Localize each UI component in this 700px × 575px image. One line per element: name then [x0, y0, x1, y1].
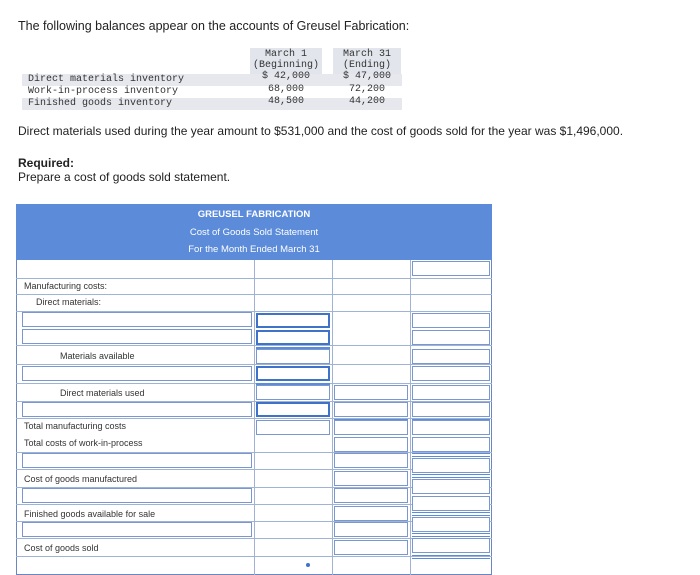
beginning-header-line2: (Beginning): [252, 60, 319, 71]
balance-row-label: Direct materials inventory: [28, 74, 185, 85]
balance-row-label: Finished goods inventory: [28, 98, 173, 109]
balance-beginning-value: 68,000: [267, 84, 304, 95]
amount-input[interactable]: [412, 538, 490, 553]
label-input[interactable]: [22, 402, 252, 417]
amount-input[interactable]: [412, 385, 490, 400]
amount-input[interactable]: [334, 453, 408, 468]
row-divider: [16, 383, 492, 384]
ending-header-line1: March 31: [342, 49, 391, 60]
double-rule: [412, 555, 490, 559]
balance-ending-value: 72,200: [348, 84, 385, 95]
label-input[interactable]: [22, 453, 252, 468]
amount-input[interactable]: [256, 366, 330, 381]
statement-title: Cost of Goods Sold Statement: [189, 227, 319, 238]
balance-row-label: Work-in-process inventory: [28, 86, 179, 97]
amount-input[interactable]: [334, 402, 408, 417]
amount-input[interactable]: [412, 402, 490, 417]
amount-input[interactable]: [412, 420, 490, 435]
double-rule: [412, 512, 490, 516]
amount-input[interactable]: [334, 420, 408, 435]
cost-goods-sold-label: Cost of goods sold: [24, 543, 99, 553]
row-divider: [16, 278, 492, 279]
direct-materials-label: Direct materials:: [36, 297, 102, 307]
amount-input[interactable]: [334, 437, 408, 452]
amount-input[interactable]: [334, 522, 408, 537]
statement-period: For the Month Ended March 31: [188, 244, 320, 255]
total-costs-wip-label: Total costs of work-in-process: [24, 438, 143, 448]
amount-input[interactable]: [334, 506, 408, 521]
double-rule: [412, 474, 490, 478]
amount-input[interactable]: [412, 261, 490, 276]
amount-input[interactable]: [334, 471, 408, 486]
materials-available-label: Materials available: [60, 351, 135, 361]
amount-input[interactable]: [256, 349, 330, 364]
ending-header-line2: (Ending): [342, 60, 391, 71]
beginning-header-line1: March 1: [264, 49, 307, 60]
amount-input[interactable]: [412, 458, 490, 473]
balance-beginning-value: $ 42,000: [261, 71, 310, 82]
double-rule: [412, 453, 490, 457]
problem-sentence: Direct materials used during the year amount to $531,000 and the cost of goods sold for the year was $1,496,000.: [18, 124, 624, 138]
cost-goods-manufactured-label: Cost of goods manufactured: [24, 474, 138, 484]
label-input[interactable]: [22, 488, 252, 503]
amount-input[interactable]: [334, 488, 408, 503]
label-input[interactable]: [22, 522, 252, 537]
amount-input[interactable]: [334, 385, 408, 400]
double-rule: [412, 533, 490, 537]
amount-input[interactable]: [412, 517, 490, 532]
row-divider: [16, 364, 492, 365]
amount-input[interactable]: [412, 496, 490, 511]
amount-input[interactable]: [256, 402, 330, 417]
instruction-text: Prepare a cost of goods sold statement.: [18, 170, 231, 184]
total-manufacturing-costs-label: Total manufacturing costs: [24, 421, 127, 431]
balance-ending-value: 44,200: [348, 96, 385, 107]
company-name: GREUSEL FABRICATION: [197, 209, 311, 220]
amount-input[interactable]: [256, 385, 330, 400]
cursor-dot: [306, 563, 310, 567]
label-input[interactable]: [22, 329, 252, 344]
amount-input[interactable]: [256, 420, 330, 435]
amount-input[interactable]: [412, 313, 490, 328]
intro-text: The following balances appear on the accounts of Greusel Fabrication:: [18, 19, 410, 33]
required-label: Required:: [18, 156, 75, 170]
manufacturing-costs-label: Manufacturing costs:: [24, 281, 108, 291]
amount-input[interactable]: [412, 437, 490, 452]
row-divider: [16, 345, 492, 346]
amount-input[interactable]: [256, 313, 330, 328]
amount-input[interactable]: [412, 479, 490, 494]
amount-input[interactable]: [412, 349, 490, 364]
balance-beginning-value: 48,500: [267, 96, 304, 107]
label-input[interactable]: [22, 366, 252, 381]
amount-input[interactable]: [256, 330, 330, 345]
amount-input[interactable]: [412, 330, 490, 345]
direct-materials-used-label: Direct materials used: [60, 388, 145, 398]
amount-input[interactable]: [334, 540, 408, 555]
finished-goods-available-label: Finished goods available for sale: [24, 509, 156, 519]
balance-ending-value: $ 47,000: [342, 71, 391, 82]
label-input[interactable]: [22, 312, 252, 327]
row-divider: [16, 294, 492, 295]
amount-input[interactable]: [412, 366, 490, 381]
